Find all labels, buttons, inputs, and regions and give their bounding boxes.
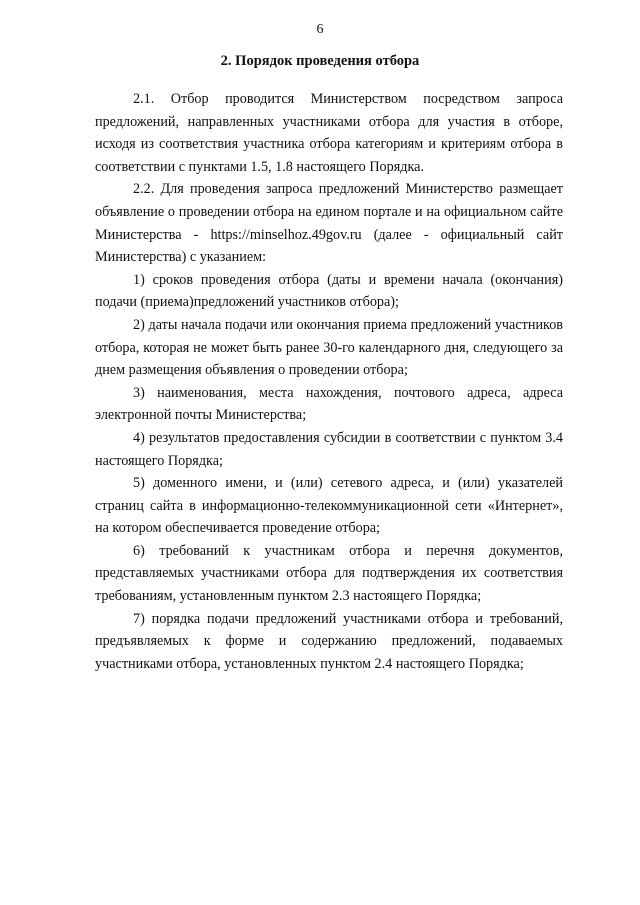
- list-item-7: 7) порядка подачи предложений участниками отбора и требований, предъявляемых к форме и содержанию предложений, подаваемых участниками отбора, установленных пунктом 2.4 настоящего Порядка;: [95, 610, 563, 672]
- section-title: 2. Порядок проведения отбора: [220, 53, 420, 69]
- list-item-3: 3) наименования, места нахождения, почтового адреса, адреса электронной почты Министерства;: [95, 384, 563, 424]
- list-item-6: 6) требований к участникам отбора и перечня документов, представляемых участниками отбора для подтверждения их соответствия требованиям, установленным пунктом 2.3 настоящего Порядка;: [95, 542, 563, 605]
- list-item-5: 5) доменного имени, и (или) сетевого адреса, и (или) указателей страниц сайта в информационно-телекоммуникационной сети «Интернет», на котором обеспечивается проведение отбора;: [95, 475, 563, 537]
- list-item-2: 2) даты начала подачи или окончания приема предложений участников отбора, которая не может быть ранее 30-го календарного дня, следующего за днем размещения объявления о проведении отбора;: [95, 316, 563, 379]
- list-item-1: 1) сроков проведения отбора (даты и времени начала (окончания) подачи (приема)предложений участников отбора);: [95, 271, 563, 311]
- page-number: 6: [316, 22, 324, 37]
- paragraph-2-1: 2.1. Отбор проводится Министерством посредством запроса предложений, направленных участниками отбора для участия в отборе, исходя из соответствия участника отбора категориям и критериям отбора в соответствии с пунктами 1.5, 1.8 настоящего Порядка.: [95, 91, 563, 175]
- paragraph-2-2: 2.2. Для проведения запроса предложений Министерство размещает объявление о проведении отбора на едином портале и на официальном сайте Министерства - https://minselhoz.49gov.ru (далее - официальный сайт Министерства) с указанием:: [95, 181, 563, 266]
- document-body: [95, 88, 563, 675]
- list-item-4: 4) результатов предоставления субсидии в соответствии с пунктом 3.4 настоящего Порядка;: [95, 429, 563, 469]
